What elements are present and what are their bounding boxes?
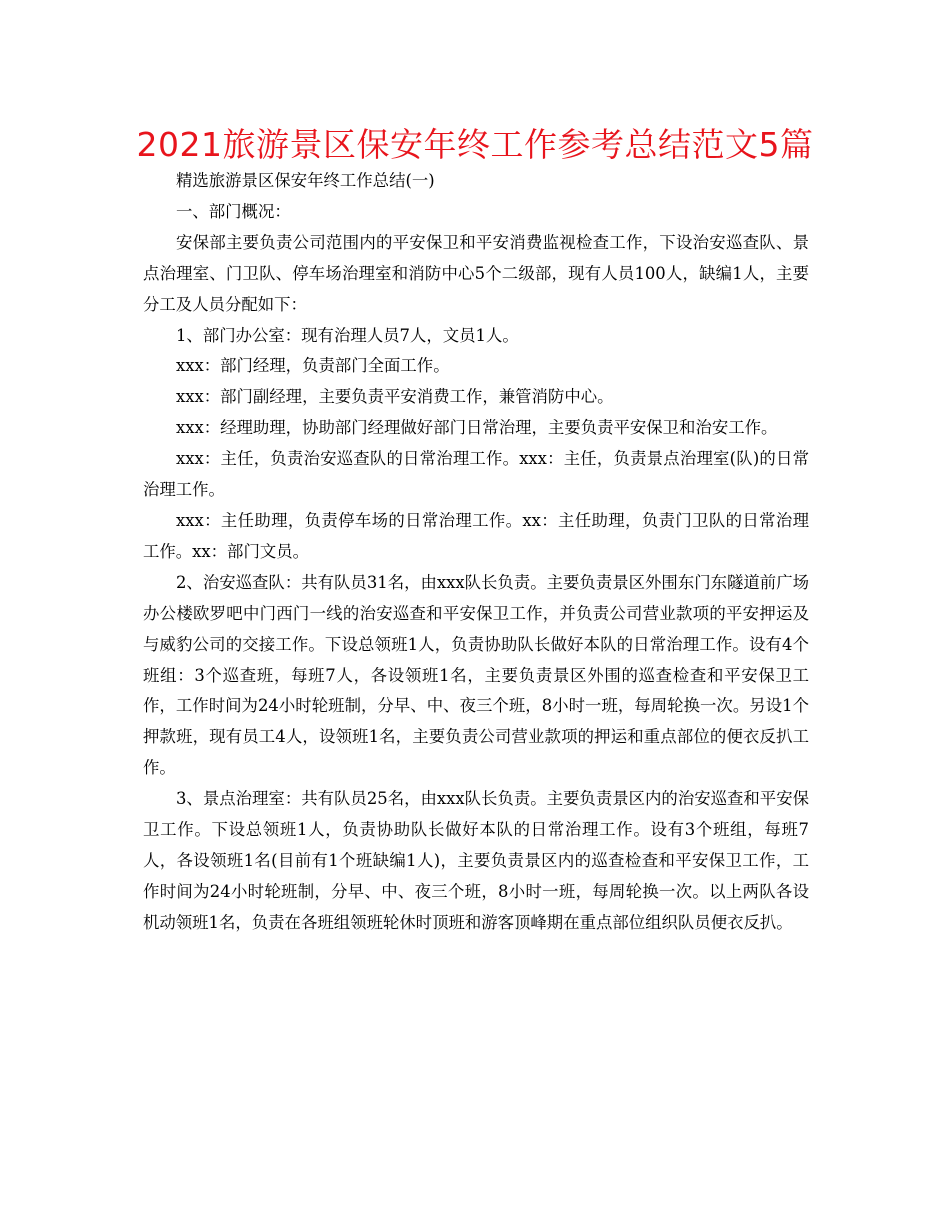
document-body (143, 166, 809, 939)
paragraph: xxx：部门副经理，主要负责平安消费工作，兼管消防中心。 (176, 387, 614, 407)
paragraph: 安保部主要负责公司范围内的平安保卫和平安消费监视检查工作，下设治安巡查队、景点治理室、门卫队、停车场治理室和消防中心5个二级部，现有人员100人，缺编1人，主要分工及人员分配如下： (143, 232, 809, 314)
paragraph: 3、景点治理室：共有队员25名，由xxx队长负责。主要负责景区内的治安巡查和平安保卫工作。下设总领班1人，负责协助队长做好本队的日常治理工作。设有3个班组，每班7人，各设领班1名(目前有1个班缺编1人)，主要负责景区内的巡查检查和平安保卫工作，工作时间为24小时轮班制，分早、中、夜三个班，8小时一班，每周轮换一次。以上两队各设机动领班1名，负责在各班组领班轮休时顶班和游客顶峰期在重点部位组织队员便衣反扒。 (143, 789, 809, 932)
section-heading: 精选旅游景区保安年终工作总结(一) (176, 171, 435, 190)
paragraph: xxx：经理助理，协助部门经理做好部门日常治理，主要负责平安保卫和治安工作。 (176, 418, 778, 438)
paragraph: xxx：主任助理，负责停车场的日常治理工作。xx：主任助理，负责门卫队的日常治理工作。xx：部门文员。 (143, 510, 809, 561)
subsection-heading: 一、部门概况： (176, 201, 291, 221)
paragraph: xxx：主任，负责治安巡查队的日常治理工作。xxx：主任，负责景点治理室(队)的日常治理工作。 (143, 449, 809, 500)
paragraph: xxx：部门经理，负责部门全面工作。 (176, 356, 450, 376)
document-title: 2021旅游景区保安年终工作参考总结范文5篇 (136, 125, 814, 164)
paragraph: 2、治安巡查队：共有队员31名，由xxx队长负责。主要负责景区外围东门东隧道前广场办公楼欧罗吧中门西门一线的治安巡查和平安保卫工作，并负责公司营业款项的平安押运及与威豹公司的交接工作。下设总领班1人，负责协助队长做好本队的日常治理工作。设有4个班组：3个巡查班，每班7人，各设领班1名，主要负责景区外围的巡查检查和平安保卫工作，工作时间为24小时轮班制，分早、中、夜三个班，8小时一班，每周轮换一次。另设1个押款班，现有员工4人，设领班1名，主要负责公司营业款项的押运和重点部位的便衣反扒工作。 (143, 572, 809, 778)
paragraph: 1、部门办公室：现有治理人员7人，文员1人。 (176, 325, 519, 345)
